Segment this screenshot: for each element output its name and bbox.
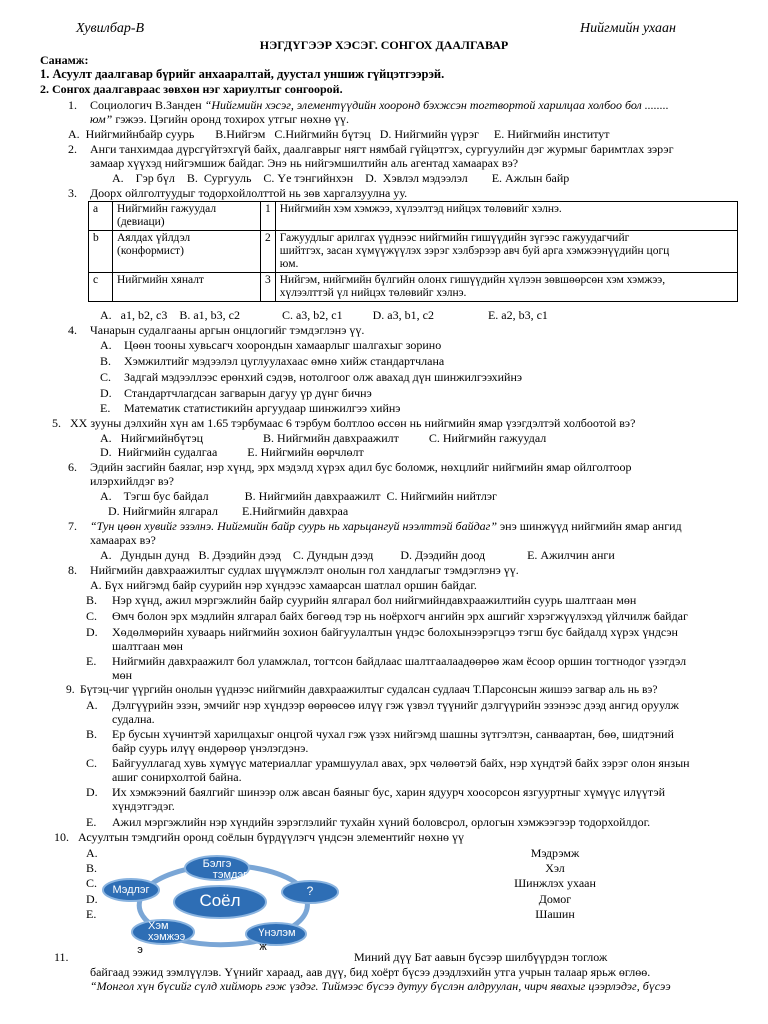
q2-options: A. Гэр бүл B. Сургууль C. Үе тэнгийнхэн D. Хэвлэл мэдээлэл E. Ажлын байр [112, 171, 570, 185]
q7-number: 7. [68, 519, 77, 533]
row-number: 2 [261, 231, 276, 273]
q9-option-b-cont: байр суурь илүү өндөрөөр үнэлэгдэнэ. [112, 741, 309, 755]
note-1 [40, 67, 444, 81]
q10-choice-b: Хэл [545, 861, 565, 875]
q6-options-1: A. Тэгш бус байдал B. Нийгмийн давхраажилт C. Нийгмийн нийтлэг [100, 489, 497, 503]
values-label: Үнэлэм [258, 927, 296, 939]
option-letter: B. [86, 593, 98, 607]
q8-stem: Нийгмийн давхраажилтыг судлах шүүмжлэлт онолын гол хандлагыг тэмдэглэнэ үү. [90, 563, 519, 577]
q7-quote: “Тун цөөн хувийг эзэлнэ. Нийгмийн байр суурь нь харьцангуй нээлттэй байдаг” [90, 519, 498, 533]
q4-option-a: Цөөн тооны хувьсагч хоорондын хамаарлыг шалгахыг зорино [124, 338, 442, 352]
culture-center-label: Соёл [199, 891, 241, 910]
row-number: 3 [261, 273, 276, 302]
table-row [89, 202, 738, 231]
question-mark-label: ? [306, 884, 314, 898]
q10-choice-d: Домог [538, 892, 572, 906]
q1-options: A. Нийгмийнбайр суурь B.Нийгэм C.Нийгмийн бүтэц D. Нийгмийн үүрэг E. Нийгмийн институт [68, 127, 610, 141]
q10-number: 10. [54, 830, 69, 844]
q1-stem-end: гэжээ. Цэгийн оронд тохирох утгыг нөхнө үү. [112, 112, 349, 126]
row-key: b [89, 231, 113, 273]
q10-letter-b: B. [86, 861, 98, 875]
q9-number: 9. [66, 684, 75, 696]
q1-line-1 [90, 98, 669, 112]
q1-quote-end: юм” [90, 112, 113, 126]
q7-line-1 [90, 519, 682, 533]
option-letter: E. [86, 654, 97, 668]
q7-stem: энэ шинжүүд нийгмийн ямар ангид [497, 519, 682, 533]
option-letter: C. [86, 609, 98, 623]
q9-option-c: Байгууллагад хувь хүмүүс материаллаг урамшуулал авах, эрх чөлөөтэй байх, нэр хүндтэй байх зэрэг олон янзын [112, 756, 690, 770]
symbols-label: Бэлгэ тэмдэг [202, 858, 248, 881]
row-definition: Гажуудлыг арилгах үүднээс нийгмийн гишүүдийн зүгээс гажуудагчийг шийтгэх, засан хүмүүжүүлэх зэрэг хэлбэрээр авч буй арга хэмжээнүүдийн цогц юм. [275, 231, 737, 273]
q11-line-3: “Монгол хүн бүсийг сүлд хийморь гэж үздэг. Тиймээс бүсээ дутуу бүслэн алдруулан, чирч явахыг цээрлэдэг, бүсээ [90, 979, 671, 993]
values-label-overflow: ж [259, 941, 267, 953]
notes-heading: Санамж: [40, 53, 89, 67]
q1-line-2 [90, 112, 349, 126]
q10-stem: Асуултын тэмдгийн оронд соёлын бүрдүүлэгч үндсэн элементийг нөхнө үү [78, 830, 465, 844]
option-letter: A. [86, 698, 98, 712]
option-letter: E. [100, 401, 111, 415]
note-2 [40, 82, 343, 96]
q11-line-2: байгаад ээжид зэмлүүлэв. Үүнийг хараад, аав дүү, бид хоёрт бүсээ дээдлэхийн утга учрын талаар ярьж өглөө. [90, 965, 651, 979]
q5-options-1: A. Нийгмийнбүтэц B. Нийгмийн давхраажилт C. Нийгмийн гажуудал [100, 431, 547, 445]
row-definition: Нийгэм, нийгмийн бүлгийн олонх гишүүдийн хүлээн зөвшөөрсөн хэм хэмжээ, хүлээлттэй үл нийцэх төлөвийг хэлнэ. [275, 273, 737, 302]
q4-option-e: Математик статистикийн аргуудаар шинжилгээ хийнэ [124, 401, 401, 415]
note-1-number: 1. [40, 67, 50, 81]
table-row [89, 231, 738, 273]
q10-choice-c: Шинжлэх ухаан [514, 876, 596, 890]
q6-number: 6. [68, 460, 77, 474]
q7-options: A. Дундын дунд B. Дээдийн дээд C. Дундын дээд D. Дээдийн доод E. Ажилчин анги [100, 548, 615, 562]
q1-number: 1. [68, 98, 77, 112]
q3-number: 3. [68, 186, 77, 200]
q8-number: 8. [68, 563, 77, 577]
option-letter: B. [86, 727, 98, 741]
q4-option-d: Стандартчлагдсан загварын дагуу үр дүнг бичнэ [124, 386, 372, 400]
note-1-text: Асуулт даалгавар бүрийг анхааралтай, дуустал уншиж гүйцэтгээрэй. [52, 67, 445, 81]
q8-option-e-cont: мөн [112, 668, 133, 682]
q3-matching-table [88, 201, 738, 302]
q10-choice-e: Шашин [535, 907, 575, 921]
row-term: Аялдах үйлдэл (конформист) [113, 231, 261, 273]
q11-number: 11. [54, 950, 69, 964]
q7-line-2: хамаарах вэ? [90, 533, 156, 547]
option-letter: D. [86, 785, 98, 799]
q10-letter-c: C. [86, 876, 98, 890]
variant-label: Хувилбар-В [76, 21, 145, 36]
q9-option-a: Дэлгүүрийн эзэн, эмчийг нэр хүндээр өөрөөсөө илүү гэж үзвэл түүнийг дэлгүүрийн эзэнээс дээд ангид оруулж [112, 698, 679, 712]
q10-letter-e: E. [86, 907, 97, 921]
table-row [89, 273, 738, 302]
q8-option-a: A. Бүх нийгэмд байр суурийн нэр хүндээс хамаарсан шатлал оршин байдаг. [90, 578, 477, 592]
row-number: 1 [261, 202, 276, 231]
option-letter: D. [86, 625, 98, 639]
option-letter: C. [86, 756, 98, 770]
q4-option-c: Задгай мэдээллээс ерөнхий сэдэв, нотолгоог олж авахад дүн шинжилгээхийнэ [124, 370, 523, 384]
option-letter: D. [100, 386, 112, 400]
q3-options: A. a1, b2, c3 B. a1, b3, c2 C. a3, b2, c1 D. a3, b1, c2 E. a2, b3, c1 [100, 308, 548, 322]
subject-label: Нийгмийн ухаан [580, 21, 676, 36]
option-letter: B. [100, 354, 112, 368]
q4-stem: Чанарын судалгааны аргын онцлогийг тэмдэглэнэ үү. [90, 323, 365, 337]
note-2-text: Сонгох даалгавраас зөвхөн нэг хариултыг сонгоорой. [52, 82, 343, 96]
row-definition: Нийгмийн хэм хэмжээ, хүлээлтэд нийцэх төлөвийг хэлнэ. [275, 202, 737, 231]
q8-option-d: Хөдөлмөрийн хуваарь нийгмийн зохион байгуулалтын үндэс болохынээрэгцээ тэгш бус байдалд хүрэх үндсэн [112, 625, 678, 639]
q5-number: 5. [52, 416, 61, 430]
q10-choice-a: Мэдрэмж [530, 846, 580, 860]
q8-option-e: Нийгмийн давхраажилт бол уламжлал, тогтсон байдлаас шалтгаалаадөөрөө жам ёсоор оршин тогтнодог үзэгдэл [112, 654, 687, 668]
q9-option-e: Ажил мэргэжлийн нэр хүндийн зэрэглэлийг тухайн хүний боловсрол, орлогын хэмжээгээр тодорхойлдог. [112, 815, 651, 829]
q11-line-1: Миний дүү Бат аавын бүсээр шилбүүрдэн тоглож [354, 950, 608, 964]
q6-line-2: илэрхийлдэг вэ? [90, 474, 175, 488]
option-letter: A. [100, 338, 112, 352]
q8-option-b: Нэр хүнд, ажил мэргэжлийн байр суурийн ялгарал бол нийгмийндавхраажилтийн суурь шалтгаан мөн [112, 593, 637, 607]
q5-stem: XX зууны дэлхийн хүн ам 1.65 тэрбумаас 6 тэрбум болтлоо өссөн нь нийгмийн ямар үзэгдэлтэй холбоотой вэ? [70, 416, 636, 430]
option-letter: E. [86, 815, 97, 829]
section-title: НЭГДҮГЭЭР ХЭСЭГ. СОНГОХ ДААЛГАВАР [259, 38, 509, 52]
row-key: c [89, 273, 113, 302]
q10-letter-d: D. [86, 892, 98, 906]
q4-option-b: Хэмжилтийг мэдээлэл цуглуулахаас өмнө хийж стандартчлана [124, 354, 445, 368]
q9-option-c-cont: ашиг сонирхолтой байна. [112, 770, 242, 784]
q2-line-2: замаар хүүхэд нийгэмшиж байдаг. Энэ нь нийгэмшилтийн аль агентад хамаарах вэ? [90, 156, 519, 170]
row-key: a [89, 202, 113, 231]
norms-label: Хэм хэмжээ [148, 920, 186, 943]
q9-option-d-cont: хүндэтгэдэг. [112, 799, 175, 813]
q8-option-c: Өмч болон эрх мэдлийн ялгарал байх бөгөөд тэр нь ноёрхогч ангийн эрх ашгийг хэрэгжүүлэхэд үйлчилж байдаг [112, 609, 688, 623]
q10-letter-a: A. [86, 846, 98, 860]
q2-number: 2. [68, 142, 77, 156]
row-term: Нийгмийн хяналт [113, 273, 261, 302]
q6-line-1: Эдийн засгийн баялаг, нэр хүнд, эрх мэдэлд хүрэх адил бус боломж, нөхцлийг нийгмийн ямар ойлголтоор [90, 460, 632, 474]
option-letter: C. [100, 370, 112, 384]
q3-stem: Доорх ойлголтуудыг тодорхойлолттой нь зөв харгалзуулна уу. [90, 186, 408, 200]
q5-options-2: D. Нийгмийн судалгаа E. Нийгмийн өөрчлөлт [100, 445, 364, 459]
row-term: Нийгмийн гажуудал (девиаци) [113, 202, 261, 231]
norms-label-overflow: э [137, 944, 143, 956]
q8-option-d-cont: шалтгаан мөн [112, 639, 183, 653]
q9-stem: Бүтэц-чиг үүргийн онолын үүднээс нийгмийн давхраажилтыг судалсан судлаач Т.Парсонсын жишээ загвар аль нь вэ? [80, 684, 658, 696]
q4-number: 4. [68, 323, 77, 337]
q9-option-a-cont: судална. [112, 712, 155, 726]
q9-option-b: Ер бусын хүчинтэй харилцахыг онцгой чухал гэж үзэх нийгэмд шашны зүтгэлтэн, санваартан, бөө, шидтэний [112, 727, 674, 741]
note-2-number: 2. [40, 82, 49, 96]
q9-option-d: Их хэмжээний баялгийг шинээр олж авсан баяныг бус, харин ядуурч хоосорсон язгууртныг хүмүүс илүүтэй [112, 785, 666, 799]
culture-diagram [100, 848, 340, 958]
q1-quote: “Нийгмийн хэсэг, элементүүдийн хооронд бэхжсэн тогтвортой харилцаа холбоо бол ........ [204, 98, 669, 112]
q1-stem-a: Социологич В.Занден [90, 98, 205, 112]
q2-line-1: Анги танхимдаа дүрсгүйтэхгүй байх, даалгаврыг нягт нямбай гүйцэтгэх, сургуулийн дэг журмыг баримтлах зэрэг [90, 142, 674, 156]
q6-options-2: D. Нийгмийн ялгарал E.Нийгмийн давхраа [108, 504, 349, 518]
knowledge-label: Мэдлэг [112, 884, 150, 896]
